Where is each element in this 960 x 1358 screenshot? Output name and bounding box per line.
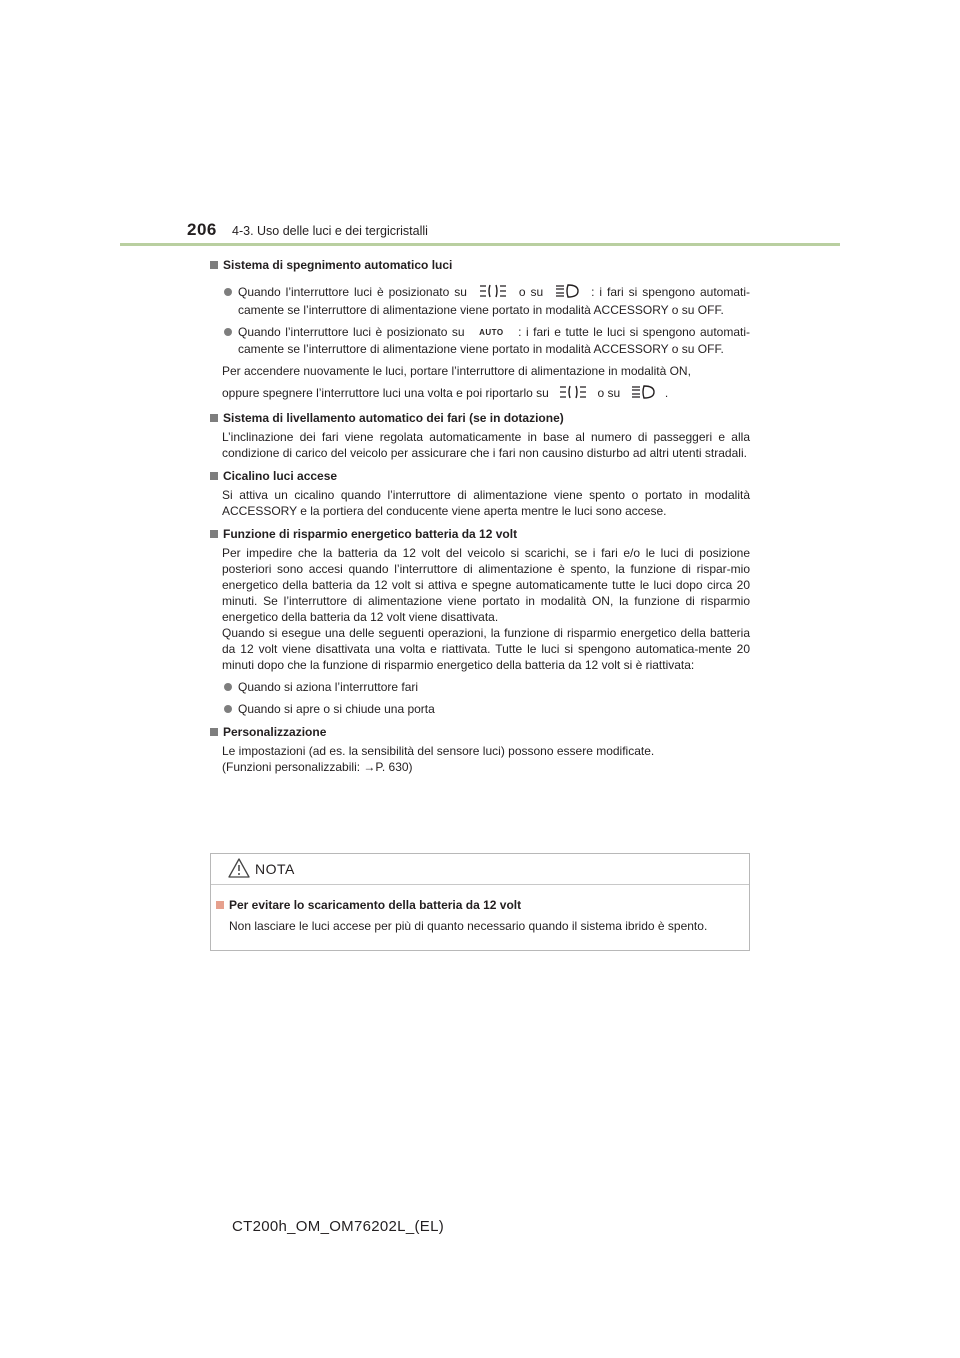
section-heading-battery-saver: Funzione di risparmio energetico batteria da 12 volt xyxy=(210,525,750,543)
tail-light-icon xyxy=(478,284,508,302)
square-bullet-icon xyxy=(210,261,218,269)
page-number: 206 xyxy=(187,220,217,239)
list-item: Quando si aziona l’interruttore fari xyxy=(210,679,750,695)
paragraph: Quando si esegue una delle seguenti operazioni, la funzione di risparmio energetico della batteria da 12 volt viene disattivata una volta e riattivata. Tutte le luci si spengono automatica-mente 20 minuti dopo che la funzione di risparmio energetico della batteria da 12 volt si è riattivata: xyxy=(222,625,750,672)
list-item: Quando si apre o si chiude una porta xyxy=(210,701,750,717)
paragraph: oppure spegnere l’interruttore luci una volta e poi riportarlo su o su . xyxy=(210,385,750,403)
paragraph: Per impedire che la batteria da 12 volt del veicolo si scarichi, se i fari e/o le luci di posizione posteriori sono accesi quando l’interruttore di alimentazione è spento, la funzione di rispar-mio energetico della batteria da 12 volt si attiva e spegne automaticamente tutte le luci dopo circa 20 minuti. Se l’interruttore di alimentazione viene portato in modalità ON, la funzione di risparmio energetico della batteria da 12 volt viene disattivata. xyxy=(222,545,750,624)
paragraph: L’inclinazione dei fari viene regolata automaticamente in base al numero di passeggeri e alla condizione di carico del veicolo per assicurare che i fari non causino disturbo ad altri utenti stradali. xyxy=(222,429,750,460)
headlight-icon xyxy=(630,385,656,403)
section-heading-customization: Personalizzazione xyxy=(210,723,750,741)
nota-body: Non lasciare le luci accese per più di quanto necessario quando il sistema ibrido è spento. xyxy=(229,919,708,933)
square-bullet-icon xyxy=(210,530,218,538)
round-bullet-icon xyxy=(224,288,232,296)
section-heading-auto-off: Sistema di spegnimento automatico luci xyxy=(210,256,750,274)
section-heading-buzzer: Cicalino luci accese xyxy=(210,467,750,485)
section-title: 4-3. Uso delle luci e dei tergicristalli xyxy=(232,224,428,238)
nota-header xyxy=(211,854,749,885)
page-header xyxy=(0,0,960,260)
square-bullet-icon xyxy=(210,472,218,480)
list-item: Quando l’interruttore luci è posizionato su o su : i fari si spengono automati-camente se l’interruttore di alimentazione viene portato in modalità ACCESSORY o su OFF. xyxy=(210,284,750,318)
square-bullet-icon xyxy=(216,901,224,909)
nota-heading: Per evitare lo scaricamento della batteria da 12 volt xyxy=(216,898,521,912)
nota-title: NOTA xyxy=(255,861,295,877)
tail-light-icon xyxy=(558,385,588,403)
round-bullet-icon xyxy=(224,705,232,713)
list-item: Quando l’interruttore luci è posizionato su AUTO : i fari e tutte le luci si spengono automati-camente se l’interruttore di alimentazione viene portato in modalità ACCESSORY o su OFF. xyxy=(210,324,750,357)
square-bullet-icon xyxy=(210,728,218,736)
warning-triangle-icon xyxy=(228,858,250,883)
section-heading-leveling: Sistema di livellamento automatico dei fari (se in dotazione) xyxy=(210,409,750,427)
main-content xyxy=(210,256,750,775)
paragraph: Si attiva un cicalino quando l’interruttore di alimentazione viene spento o portato in modalità ACCESSORY e la portiera del conducente viene aperta mentre le luci sono accese. xyxy=(222,487,750,518)
round-bullet-icon xyxy=(224,683,232,691)
headlight-icon xyxy=(554,284,580,302)
paragraph: Per accendere nuovamente le luci, portare l’interruttore di alimentazione in modalità ON, xyxy=(222,363,691,378)
auto-label-icon: AUTO xyxy=(479,327,504,337)
round-bullet-icon xyxy=(224,328,232,336)
paragraph: Le impostazioni (ad es. la sensibilità del sensore luci) possono essere modificate. xyxy=(222,743,655,758)
document-code: CT200h_OM_OM76202L_(EL) xyxy=(232,1218,445,1235)
header-divider xyxy=(120,243,840,246)
page-reference-link[interactable]: (Funzioni personalizzabili: →P. 630) xyxy=(222,759,413,774)
square-bullet-icon xyxy=(210,414,218,422)
nota-box xyxy=(210,853,750,951)
